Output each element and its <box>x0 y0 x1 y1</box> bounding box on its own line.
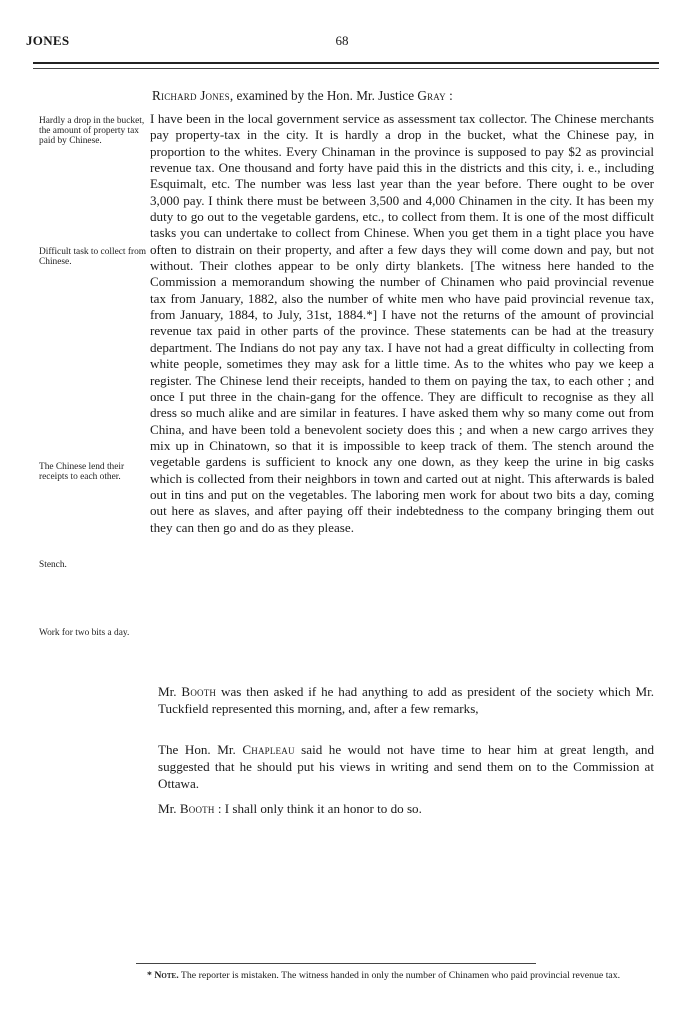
header-rule-thick <box>33 62 659 64</box>
paragraph-chapleau <box>158 741 654 792</box>
side-note-drop-in-bucket: Hardly a drop in the bucket, the amount of property tax paid by Chinese. <box>39 116 145 146</box>
running-head-name: JONES <box>26 33 70 48</box>
side-note-lend-receipts: The Chinese lend their receipts to each other. <box>39 462 125 482</box>
side-note-difficult-task: Difficult task to collect from Chinese. <box>39 247 147 267</box>
heading-end: : <box>445 88 453 103</box>
page-number: 68 <box>335 33 349 48</box>
p1-name: Booth <box>181 684 217 699</box>
p3-prefix: Mr. <box>158 801 180 816</box>
footnote <box>147 970 657 981</box>
paragraph-booth-reply <box>158 800 654 817</box>
judge-name: Gray <box>417 88 446 103</box>
witness-heading <box>152 88 652 104</box>
side-note-two-bits: Work for two bits a day. <box>39 628 130 638</box>
p2-prefix: The Hon. Mr. <box>158 742 243 757</box>
testimony-body <box>150 111 654 536</box>
footnote-rule <box>136 963 536 964</box>
heading-mid: , examined by the Hon. Mr. Justice <box>229 88 418 103</box>
running-head <box>26 33 658 51</box>
footnote-label: * Note. <box>147 970 179 981</box>
p3-text: : I shall only think it an honor to do so. <box>214 801 422 816</box>
p3-name: Booth <box>179 801 215 816</box>
header-rule-thin <box>33 68 659 69</box>
p2-name: Chapleau <box>242 742 295 757</box>
p2-text: said he would not have time to hear him at great length, and suggested that he should put his views in writing and send them on to the Commission at Ottawa. <box>158 742 654 791</box>
side-note-stench: Stench. <box>39 560 67 570</box>
p1-prefix: Mr. <box>158 684 182 699</box>
footnote-text: The reporter is mistaken. The witness handed in only the number of Chinamen who paid provincial revenue tax. <box>178 970 621 981</box>
p1-text: was then asked if he had anything to add as president of the society which Mr. Tuckfield represented this morning, and, after a few remarks, <box>158 684 655 716</box>
witness-name: Richard Jones <box>152 88 230 103</box>
testimony-paragraph: I have been in the local government service as assessment tax collector. The Chinese merchants pay property-tax in the city. It is hardly a drop in the bucket, what the Chinese pay, in proportion to the whites. Every Chinaman in the province is supposed to pay $2 as provincial revenue tax. One thousand and forty have paid this in the districts and this city, i. e., including Esquimalt, etc. The number was less last year than the year before. There ought to be over 3,000 pay. I think there must be between 3,500 and 4,000 Chinamen in the city. It has been my duty to go out to the vegetable gardens, etc., to collect from them. It is one of the most difficult tasks you can undertake to collect from Chinese. When you get them in a tight place you have often to distrain on their property, and after a few days they will come down and pay, but not without. Their clothes appear to be only dirty blankets. [The witness here handed to the Commission a memorandum showing the number of Chinamen who paid provincial revenue tax from January, 1882, also the number of white men who have paid provincial revenue tax, from January, 1884, to July, 31st, 1884.*] I have not the returns of the amount of provincial revenue tax paid in other parts of the province. These statements can be had at the treasury department. The Indians do not pay any tax. I have not had a great difficulty in collecting from white people, sometimes they may ask for a little time. As to the whites who pay we keep a register. The Chinese lend their receipts, handed to them on paying the tax, to each other ; and once I put three in the chain-gang for the offence. They are difficult to recognise as they all dress so much alike and are similar in features. I have asked them why so many come out from China, and have been told a benevolent society does this ; and when a new cargo arrives they mix up in Chinatown, so that it is impossible to keep track of them. The stench around the vegetable gardens is sufficient to knock any one down, as they keep the urine in big casks which is collected from their neighbors in town and carted out at night. This afterwards is baled out in tins and put on the vegetables. The laboring men work for about two bits a day, coming out here as slaves, and after paying off their indebtedness to the company bringing them out they can then go and do as they please. <box>150 111 654 535</box>
paragraph-booth-asked <box>158 683 654 717</box>
